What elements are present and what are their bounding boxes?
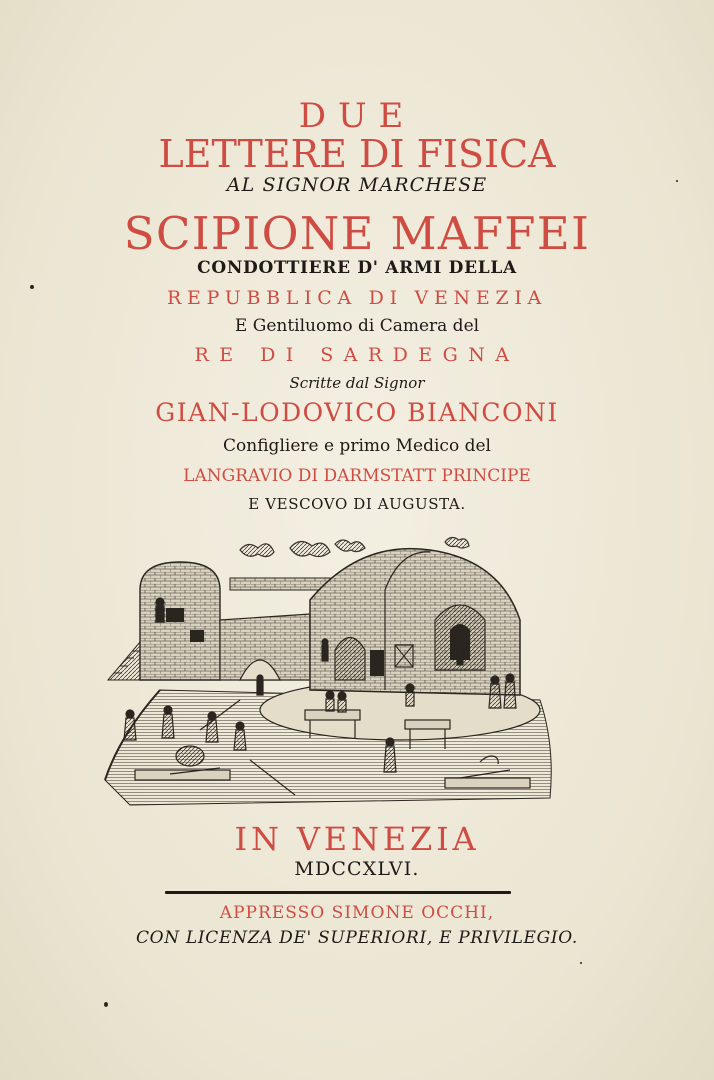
- glass-furnace-engraving-icon: [100, 530, 560, 814]
- imprint-license: CON LICENZA DE' SUPERIORI, E PRIVILEGIO.: [135, 928, 579, 948]
- paper-speck: [580, 962, 582, 964]
- paper-speck: [30, 285, 34, 289]
- imprint-printer: APPRESSO SIMONE OCCHI,: [219, 903, 495, 923]
- title-line-gentiluomo: E Gentiluomo di Camera del: [234, 316, 480, 336]
- title-line-vescovo: E VESCOVO DI AUGUSTA.: [248, 495, 466, 513]
- title-line-consigliere: Configliere e primo Medico del: [223, 436, 491, 456]
- title-line-al-signor: AL SIGNOR MARCHESE: [226, 174, 488, 196]
- title-line-author: GIAN-LODOVICO BIANCONI: [155, 398, 559, 427]
- title-line-condottiere: CONDOTTIERE D' ARMI DELLA: [197, 258, 517, 278]
- imprint-year: MDCCXLVI.: [294, 858, 420, 880]
- paper-speck: [104, 1002, 108, 1007]
- title-line-re: RE DI SARDEGNA: [194, 344, 520, 366]
- title-line-langravio: LANGRAVIO DI DARMSTATT PRINCIPE: [183, 466, 531, 486]
- imprint-place: IN VENEZIA: [234, 820, 480, 858]
- title-line-repubblica: REPUBBLICA DI VENEZIA: [167, 287, 547, 309]
- paper-speck: [676, 180, 678, 182]
- title-line-scipione: SCIPIONE MAFFEI: [123, 207, 591, 260]
- imprint-rule: [165, 891, 511, 894]
- title-line-due: DUE: [298, 96, 416, 136]
- title-line-lettere: LETTERE DI FISICA: [158, 132, 556, 176]
- title-line-scritte: Scritte dal Signor: [289, 374, 425, 392]
